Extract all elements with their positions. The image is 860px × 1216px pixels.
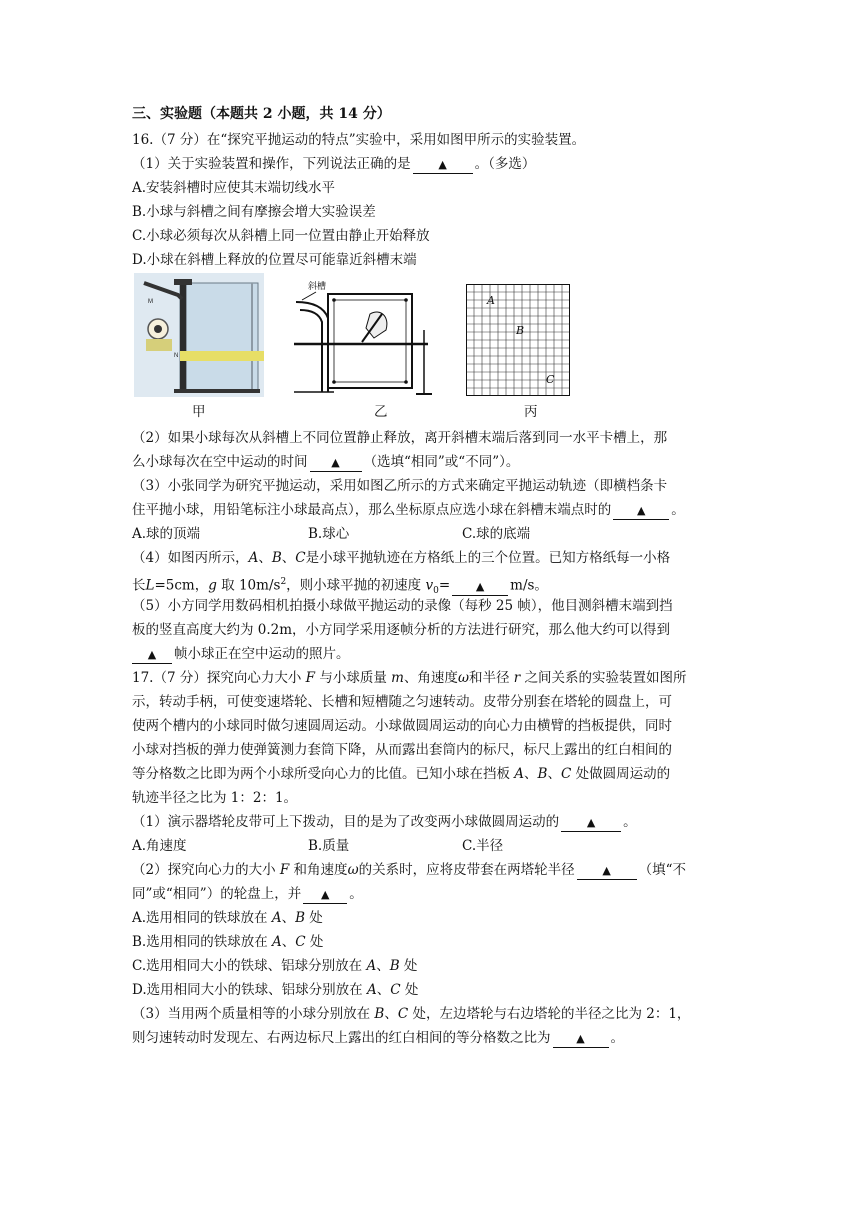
figure-yi-board xyxy=(294,280,434,400)
option-a: A.安装斜槽时应使其末端切线水平 xyxy=(132,180,336,196)
figure-jia-apparatus xyxy=(134,273,264,397)
option-d: D.小球在斜槽上释放的位置尽可能靠近斜槽末端 xyxy=(132,252,417,268)
answer-blank: ▲ xyxy=(561,815,621,832)
caption-bing: 丙 xyxy=(524,404,538,420)
answer-blank: ▲ xyxy=(613,503,669,520)
q17-part1-options xyxy=(132,836,503,856)
q17-part2-line2: 同”或“相同”）的轮盘上，并 ▲ 。 xyxy=(132,886,363,902)
q16-part3-options xyxy=(132,524,530,544)
label-chute: 斜槽 xyxy=(308,282,327,292)
option-b: B.选用相同的铁球放在 A、C 处 xyxy=(132,934,324,950)
q16-part5-line3: ▲ 帧小球正在空中运动的照片。 xyxy=(132,644,350,664)
answer-blank: ▲ xyxy=(310,455,362,472)
q17-line4: 小球对挡板的弹力使弹簧测力套筒下降，从而露出套筒内的标尺，标尺上露出的红白相间的 xyxy=(132,742,672,758)
q16-part3-line2: 住平抛小球，用铅笔标注小球最高点），那么坐标原点应选小球在斜槽末端点时的 ▲ 。 xyxy=(132,502,685,518)
option-b: B.小球与斜槽之间有摩擦会增大实验误差 xyxy=(132,204,376,220)
q16-stem: 16.（7 分）在“探究平抛运动的特点”实验中，采用如图甲所示的实验装置。 xyxy=(132,132,586,148)
option-c: C.半径 xyxy=(462,838,504,854)
q17-line3: 使两个槽内的小球同时做匀速圆周运动。小球做圆周运动的向心力由横臂的挡板提供，同时 xyxy=(132,718,672,734)
answer-blank: ▲ xyxy=(452,579,508,596)
option-c: C.球的底端 xyxy=(462,526,531,542)
answer-blank: ▲ xyxy=(413,157,473,174)
answer-blank: ▲ xyxy=(553,1031,609,1048)
q17-part3-line1: （3）当用两个质量相等的小球分别放在 B、C 处，左边塔轮与右边塔轮的半径之比为 2：1， xyxy=(132,1006,691,1022)
section-title: 三、实验题（本题共 2 小题，共 14 分） xyxy=(132,106,391,122)
q17-line2: 示，转动手柄，可使变速塔轮、长槽和短槽随之匀速转动。皮带分别套在塔轮的圆盘上，可 xyxy=(132,694,672,710)
option-c: C.选用相同大小的铁球、铝球分别放在 A、B 处 xyxy=(132,958,418,974)
q17-line6: 轨迹半径之比为 1：2：1。 xyxy=(132,790,298,806)
answer-blank: ▲ xyxy=(303,887,347,904)
label-m: M xyxy=(148,299,153,305)
option-a: A.选用相同的铁球放在 A、B 处 xyxy=(132,910,323,926)
q16-part1: （1）关于实验装置和操作，下列说法正确的是 ▲ 。（多选） xyxy=(132,156,536,172)
figure-bing-grid xyxy=(466,284,570,396)
q16-part2-line2: 么小球每次在空中运动的时间 ▲ （选填“相同”或“不同”）。 xyxy=(132,454,520,470)
q16-part3-line1: （3）小张同学为研究平抛运动，采用如图乙所示的方式来确定平抛运动轨迹（即横档条卡 xyxy=(132,478,668,494)
q17-line1: 17.（7 分）探究向心力大小 F 与小球质量 m、角速度ω和半径 r 之间关系的实验装置如图所 xyxy=(132,670,687,686)
answer-blank: ▲ xyxy=(132,647,172,664)
q16-part4-line1: （4）如图丙所示，A、B、C是小球平抛轨迹在方格纸上的三个位置。已知方格纸每一小格 xyxy=(132,550,671,566)
option-c: C.小球必须每次从斜槽上同一位置由静止开始释放 xyxy=(132,228,430,244)
grid-point-c: C xyxy=(546,373,555,386)
answer-blank: ▲ xyxy=(577,863,637,880)
caption-yi: 乙 xyxy=(374,404,388,420)
q16-part5-line1: （5）小方同学用数码相机拍摄小球做平抛运动的录像（每秒 25 帧），他目测斜槽末端到挡 xyxy=(132,598,673,614)
caption-jia: 甲 xyxy=(192,404,206,420)
option-b: B.质量 xyxy=(308,838,350,854)
q17-line5: 等分格数之比即为两个小球所受向心力的比值。已知小球在挡板 A、B、C 处做圆周运动的 xyxy=(132,766,671,782)
q17-part3-line2: 则匀速转动时发现左、右两边标尺上露出的红白相间的等分格数之比为 ▲ 。 xyxy=(132,1030,624,1046)
q17-part2-line1: （2）探究向心力的大小 F 和角速度ω的关系时，应将皮带套在两塔轮半径 ▲ （填“不 xyxy=(132,862,686,878)
option-b: B.球心 xyxy=(308,526,350,542)
grid-point-a: A xyxy=(487,294,495,307)
option-d: D.选用相同大小的铁球、铝球分别放在 A、C 处 xyxy=(132,982,419,998)
label-n: N xyxy=(174,353,179,359)
grid-point-b: B xyxy=(516,324,525,337)
q17-part1: （1）演示器塔轮皮带可上下拨动，目的是为了改变两小球做圆周运动的 ▲ 。 xyxy=(132,814,637,830)
q16-part4-line2: 长L=5cm，g 取 $10m/s^2$，则小球平抛的初速度 $v_0=$ ▲ m/s。 xyxy=(132,577,548,597)
option-a: A.球的顶端 xyxy=(132,526,201,542)
q16-part5-line2: 板的竖直高度大约为 0.2m，小方同学采用逐帧分析的方法进行研究，那么他大约可以得到 xyxy=(132,622,671,638)
option-a: A.角速度 xyxy=(132,838,187,854)
q16-part2-line1: （2）如果小球每次从斜槽上不同位置静止释放，离开斜槽末端后落到同一水平卡槽上，那 xyxy=(132,430,668,446)
